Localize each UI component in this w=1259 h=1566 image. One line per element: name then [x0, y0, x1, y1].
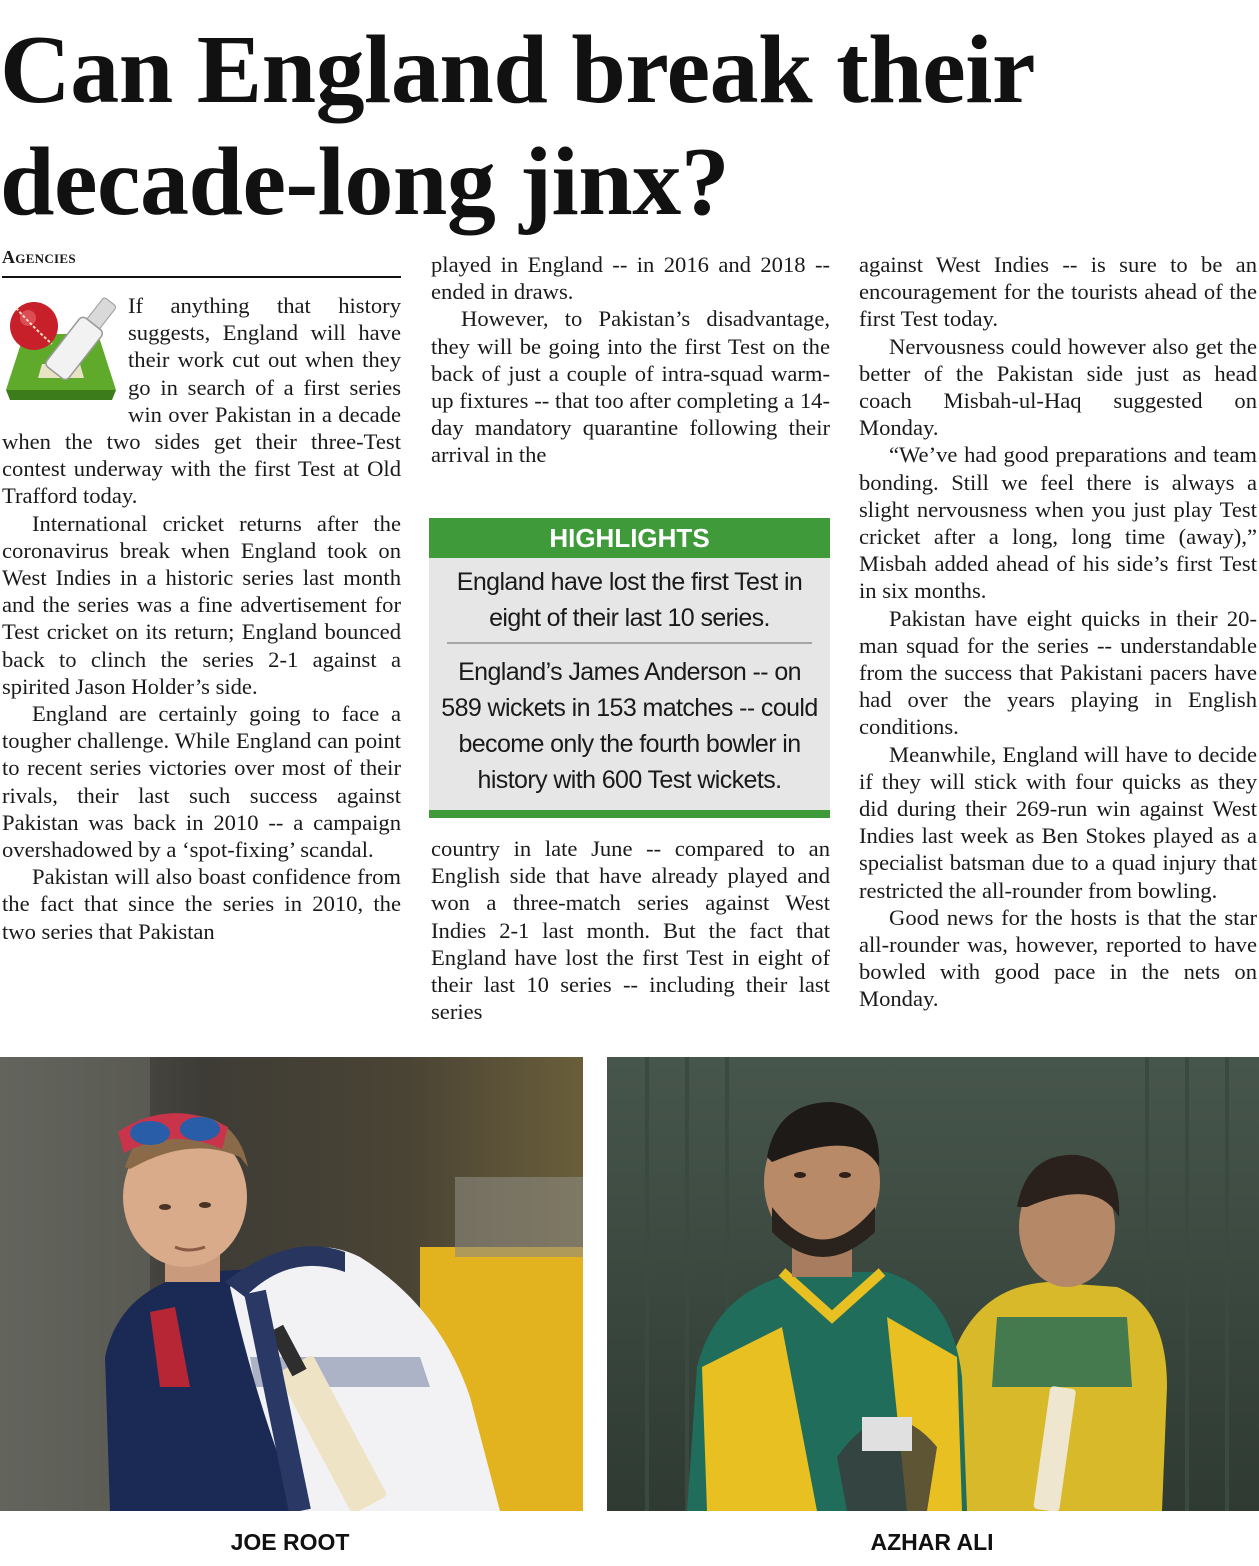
col1-paragraph: England are certainly going to face a tougher challenge. While England can point to recent series victories over most of their rivals, their last such success against Pakistan was back in 2010 -- a campaign overshadowed by a ‘spot-fixing’ scandal. — [2, 701, 401, 863]
col3-paragraph: “We’ve had good preparations and team bonding. Still we feel there is always a slight nervousness when you just play Test cricket after a long, long time (away),” Misbah added ahead of his side’s first Test in six months. — [859, 442, 1257, 604]
col3-paragraph: against West Indies -- is sure to be an encouragement for the tourists ahead of the first Test today. — [859, 252, 1257, 332]
highlights-title: HIGHLIGHTS — [429, 518, 830, 558]
col2-paragraph: played in England -- in 2016 and 2018 -- ended in draws. — [431, 252, 830, 305]
headline-line1: Can England break their — [0, 16, 1035, 124]
highlight-item: England have lost the first Test in eight of their last 10 series. — [456, 568, 803, 632]
headline — [0, 14, 1259, 238]
highlights-box — [429, 518, 830, 818]
col3-paragraph: Good news for the hosts is that the star all-rounder was, however, reported to have bowled with good pace in the nets on Monday. — [859, 904, 1257, 1012]
article-column-3 — [859, 251, 1257, 1013]
photo-joe-root — [0, 1057, 583, 1511]
highlight-item: England’s James Anderson -- on 589 wickets in 153 matches -- could become only the fourth bowler in history with 600 Test wickets. — [441, 658, 818, 794]
col3-paragraph: Nervousness could however also get the better of the Pakistan side just as head coach Misbah-ul-Haq suggested on Monday. — [859, 333, 1257, 441]
photo-azhar-ali — [607, 1057, 1259, 1511]
cricket-ball-bat-icon — [2, 294, 120, 402]
article-column-2-bottom — [431, 835, 830, 1025]
article-column-1 — [2, 292, 401, 945]
col1-paragraph: International cricket returns after the coronavirus break when England took on West Indies in a historic series last month and the series was a fine advertisement for Test cricket on its return; England bounced back to clinch the series 2-1 against a spirited Jason Holder’s side. — [2, 510, 401, 699]
col1-paragraph: Pakistan will also boast confidence from the fact that since the series in 2010, the two series that Pakistan — [2, 864, 401, 944]
article-column-2-top — [431, 251, 830, 469]
headline-line2: decade-long jinx? — [0, 128, 730, 236]
byline-rule — [2, 244, 401, 278]
col2-paragraph: However, to Pakistan’s disadvantage, they will be going into the first Test on the back of just a couple of intra-squad warm-up fixtures -- that too after completing a 14-day mandatory quarantine following their arrival in the — [431, 306, 830, 468]
photo-caption-left: JOE ROOT — [230, 1529, 350, 1555]
col3-paragraph: Meanwhile, England will have to decide if they will stick with four quicks as they did during their 269-run win against West Indies last week as Ben Stokes played as a specialist batsman due to a quad injury that restricted the all-rounder from bowling. — [859, 741, 1257, 903]
photo-caption-right: AZHAR ALI — [870, 1529, 994, 1555]
col3-paragraph: Pakistan have eight quicks in their 20-man squad for the series -- understandable from the success that Pakistani pacers have had over the years playing in English conditions. — [859, 605, 1257, 740]
col1-paragraph: If anything that history suggests, England will have their work cut out when they go in search of a first series win over Pakistan in a decade when the two sides get their three-Test contest underway with the first Test at Old Trafford today. — [2, 293, 401, 509]
col2-paragraph: country in late June -- compared to an English side that have already played and won a three-match series against West Indies 2-1 last month. But the fact that England have lost the first Test in eight of their last 10 series -- including their last series — [431, 836, 830, 1025]
byline: Agencies — [2, 247, 76, 267]
